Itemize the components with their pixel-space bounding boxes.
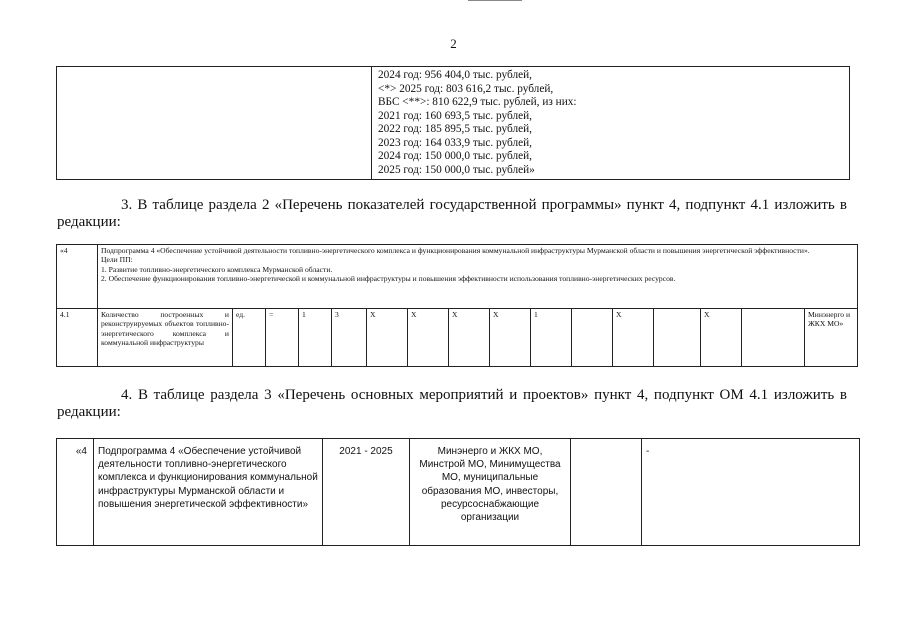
measure-empty-cell bbox=[571, 439, 642, 546]
measures-table bbox=[56, 438, 860, 546]
funding-table bbox=[56, 66, 850, 180]
section-4-paragraph bbox=[57, 387, 847, 421]
indicator-name: Количество построенных и реконструируемых объектов топливно-энергетического комплекса и коммунальной инфраструктуры bbox=[98, 309, 233, 367]
goal-1: 1. Развитие топливно-энергетического комплекса Мурманской области. bbox=[101, 264, 333, 274]
indicator-cell: = bbox=[266, 309, 299, 367]
section-4-line2: редакции: bbox=[57, 404, 121, 420]
measure-period: 2021 - 2025 bbox=[323, 439, 410, 546]
goal-2: 2. Обеспечение функционирования топливно-энергетической и коммунальной инфраструктуры и повышения эффективности использования топливно-энергетических ресурсов. bbox=[101, 274, 676, 284]
indicator-responsible: Минэнерго и ЖКХ МО» bbox=[805, 309, 858, 367]
funding-values-cell bbox=[372, 67, 850, 180]
funding-line: 2025 год: 150 000,0 тыс. рублей» bbox=[378, 163, 535, 176]
indicator-cell: X bbox=[490, 309, 531, 367]
section-3-paragraph bbox=[57, 197, 847, 231]
goals-label: Цели ПП: bbox=[101, 255, 133, 265]
funding-line: <*> 2025 год: 803 616,2 тыс. рублей, bbox=[378, 82, 554, 95]
indicator-cell bbox=[742, 309, 805, 367]
indicator-cell: X bbox=[701, 309, 742, 367]
indicator-header-num: «4 bbox=[57, 245, 98, 309]
measure-num: «4 bbox=[57, 439, 94, 546]
indicator-cell: X bbox=[408, 309, 449, 367]
subprogram-title: Подпрограмма 4 «Обеспечение устойчивой деятельности топливно-энергетического комплекса и функционирования коммунальной инфраструктуры Мурманской области и повышения энергетической эффективности». bbox=[101, 246, 810, 255]
indicator-cell: X bbox=[449, 309, 490, 367]
section-3-line2: редакции: bbox=[57, 214, 121, 230]
measure-result: - bbox=[642, 439, 860, 546]
top-rule bbox=[468, 0, 522, 1]
funding-line: 2021 год: 160 693,5 тыс. рублей, bbox=[378, 109, 532, 122]
indicator-cell: X bbox=[613, 309, 654, 367]
indicator-cell: 3 bbox=[332, 309, 367, 367]
indicator-cell bbox=[572, 309, 613, 367]
page-number: 2 bbox=[450, 36, 457, 51]
funding-line: 2022 год: 185 895,5 тыс. рублей, bbox=[378, 123, 532, 135]
indicators-table bbox=[56, 244, 858, 367]
funding-line: 2024 год: 956 404,0 тыс. рублей, bbox=[378, 69, 532, 81]
funding-line: 2023 год: 164 033,9 тыс. рублей, bbox=[378, 136, 532, 149]
indicator-unit: ед. bbox=[233, 309, 266, 367]
funding-line: ВБС <**>: 810 622,9 тыс. рублей, из них: bbox=[378, 96, 577, 108]
indicator-cell: 1 bbox=[531, 309, 572, 367]
indicator-cell: X bbox=[367, 309, 408, 367]
indicator-row-num: 4.1 bbox=[57, 309, 98, 367]
indicator-header-text bbox=[98, 245, 858, 309]
section-4-line1: 4. В таблице раздела 3 «Перечень основных мероприятий и проектов» пункт 4, подпункт ОМ 4.1 изложить в bbox=[121, 387, 847, 403]
funding-label-cell bbox=[57, 67, 372, 180]
indicator-cell: 1 bbox=[299, 309, 332, 367]
measure-executors: Минэнерго и ЖКХ МО, Минстрой МО, Минимущества МО, муниципальные образования МО, инвесторы, ресурсоснабжающие организации bbox=[410, 439, 571, 546]
funding-line: 2024 год: 150 000,0 тыс. рублей, bbox=[378, 150, 532, 162]
indicator-cell bbox=[654, 309, 701, 367]
section-3-line1: 3. В таблице раздела 2 «Перечень показателей государственной программы» пункт 4, подпункт 4.1 изложить в bbox=[121, 197, 847, 213]
measure-title: Подпрограмма 4 «Обеспечение устойчивой деятельности топливно-энергетического комплекса и функционирования коммунальной инфраструктуры Мурманской области и повышения энергетической эффективности» bbox=[94, 439, 323, 546]
